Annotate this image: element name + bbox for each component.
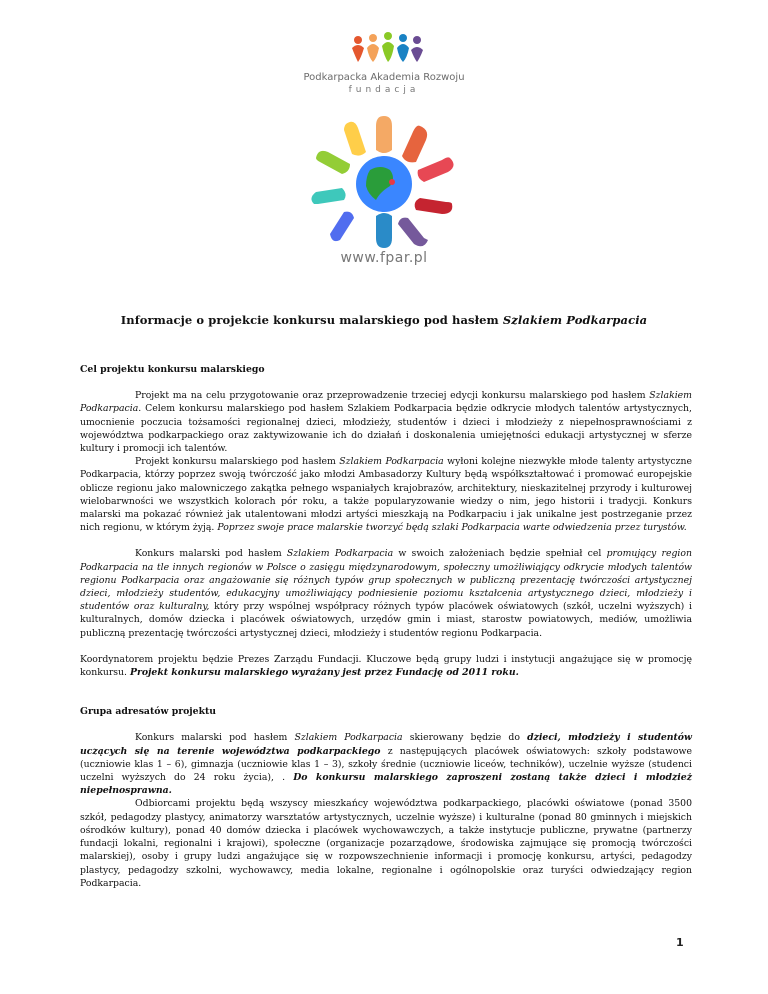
document-body — [80, 363, 692, 890]
section-heading-audience: Grupa adresatów projektu — [80, 706, 217, 718]
section-heading-goal: Cel projektu konkursu malarskiego — [80, 364, 265, 375]
foundation-logo — [300, 30, 468, 95]
org-name: Podkarpacka Akademia Rozwoju — [303, 72, 465, 83]
paragraph: Projekt konkursu malarskiego pod hasłem Szlakiem Podkarpacia wyłoni kolejne niezwykłe młode talenty artystyczne Podkarpacia, którzy poprzez swoją twórczość jako młodzi Ambasadorzy Kultury będą współkształtować i promować europejskie oblicze regionu jako malowniczego zakątka pełnego wspaniałych krajobrazów, architektury, nieskazitelnej przyrody i kulturowej wielobarwności we wszystkich kolorach pór roku, a także popularyzowanie wiedzy o nim, jego historii i tradycji. Konkurs malarski ma pokazać również jak utalentowani młodzi artyści mieszkają na Podkarpaciu i jak unikalne jest postrzeganie przez nich regionu, w którym żyją. Poprzez swoje prace malarskie tworzyć będą szlaki Podkarpacia warte odwiedzenia przez turystów. — [80, 456, 692, 534]
paragraph: Koordynatorem projektu będzie Prezes Zarządu Fundacji. Kluczowe będą grupy ludzi i instytucji angażujące się w promocję konkursu. Projekt konkursu malarskiego wyrażany jest przez Fundację od 2011 roku. — [80, 653, 692, 679]
hands-globe-icon — [300, 112, 468, 252]
paragraph: Projekt ma na celu przygotowanie oraz przeprowadzenie trzeciej edycji konkursu malarskiego pod hasłem Szlakiem Podkarpacia. Celem konkursu malarskiego pod hasłem Szlakiem Podkarpacia będzie odkrycie młodych talentów artystycznych, umocnienie poczucia tożsamości regionalnej dzieci, młodzieży, studentów i dzieci i młodzieży z niepełnosprawnościami z województwa podkarpackiego oraz zaktywizowanie ich do działań i doskonalenia umiejętności edukacji artystycznej w sferze kultury i promocji ich talentów. — [80, 390, 692, 455]
page-number: 1 — [676, 936, 684, 949]
logo-figures-icon — [300, 30, 468, 66]
org-subtitle: fundacja — [348, 85, 420, 95]
paragraph: Odbiorcami projektu będą wszyscy mieszkańcy województwa podkarpackiego, placówki oświatowe (ponad 3500 szkół, pedagodzy plastycy, animatorzy warsztatów artystycznych, uczelnie wyższe) i kulturalne (ponad 80 gminnych i miejskich ośrodków kultury), ponad 40 domów dziecka i placówek wychowawczych, a także instytucje publiczne, prywatne (partnerzy fundacji lokalni, regionalni i krajowi), społeczne (organizacje pozarządowe, środowiska zajmujące się promocją twórczości malarskiej), osoby i grupy ludzi angażujące się w rozpowszechnienie informacji i promocję konkursu, artyści, pedagodzy plastycy, pedagodzy szkolni, wychowawcy, media lokalne, regionalne i ogólnopolskie oraz turyści odwiedzający region Podkarpacia. — [80, 798, 692, 889]
paragraph: Konkurs malarski pod hasłem Szlakiem Podkarpacia w swoich założeniach będzie spełniał cel promujący region Podkarpacia na tle innych regionów w Polsce o zasięgu międzynarodowym, społeczny umożliwiający odkrycie młodych talentów regionu Podkarpacia oraz angażowanie się różnych typów grup społecznych w publiczną prezentację twórczości artystycznej dzieci, młodzieży studentów, edukacyjny umożliwiający podniesienie poziomu kształcenia artystycznego dzieci, młodzieży i studentów oraz kulturalny, który przy wspólnej współpracy różnych typów placówek oświatowych (szkół, uczelni wyższych) i kulturalnych, domów dziecka i placówek oświatowych, urzędów gmin i miast, starostw powiatowych, mediów, umożliwia publiczną prezentację twórczości artystycznej dzieci, młodzieży i studentów regionu Podkarpacia. — [80, 548, 692, 639]
page-title: Informacje o projekcie konkursu malarskiego pod hasłem Szlakiem Podkarpacia — [120, 313, 648, 327]
website-url: www.fpar.pl — [340, 250, 428, 266]
paragraph: Konkurs malarski pod hasłem Szlakiem Podkarpacia skierowany będzie do dzieci, młodzieży i studentów uczących się na terenie województwa podkarpackiego z następujących placówek oświatowych: szkoły podstawowe (uczniowie klas 1 – 6), gimnazja (uczniowie klas 1 – 3), szkoły średnie (uczniowie liceów, techników), uczelnie wyższe (studenci uczelni wyższych do 24 roku życia), . Do konkursu malarskiego zaproszeni zostaną także dzieci i młodzież niepełnosprawna. — [80, 732, 692, 797]
